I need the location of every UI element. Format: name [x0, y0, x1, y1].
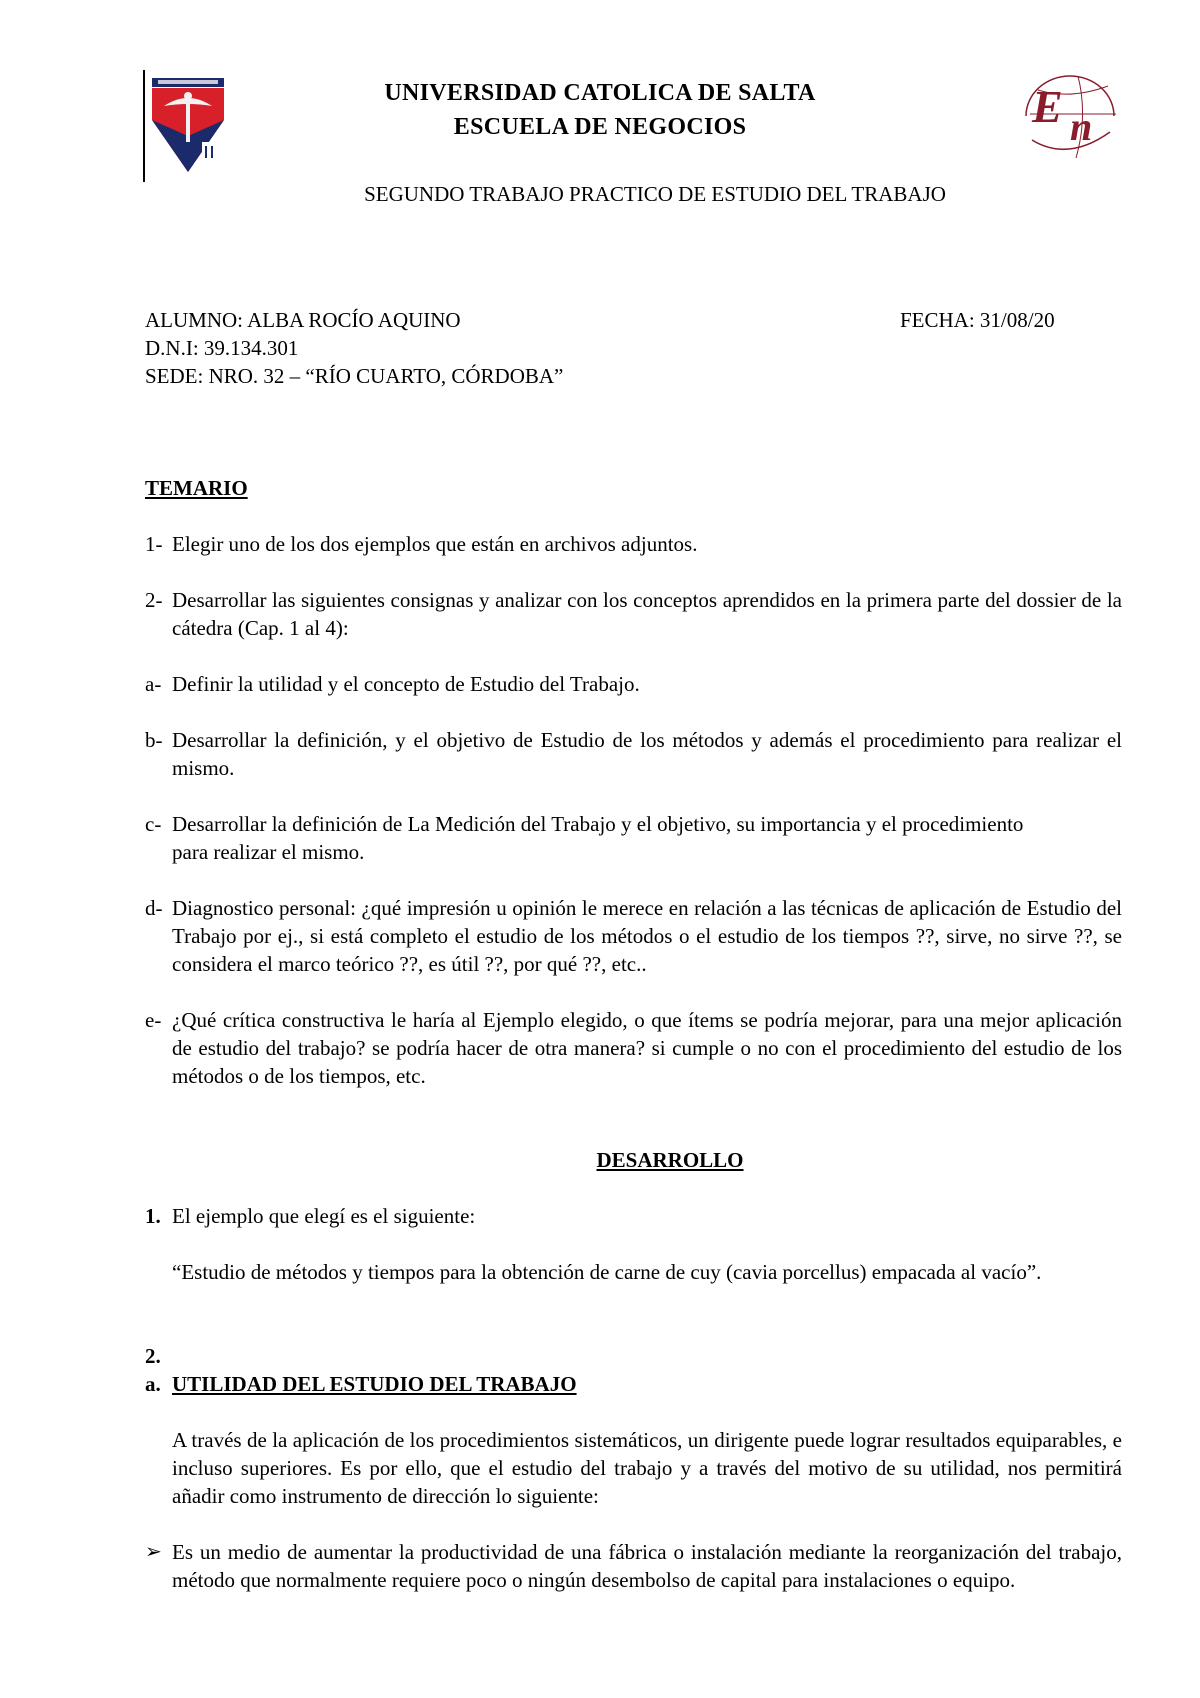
- temario-item-label: 1-: [145, 532, 163, 556]
- desarrollo-item-label: 2.: [145, 1344, 161, 1368]
- temario-item-text: Desarrollar la definición, y el objetivo de Estudio de los métodos y además el procedimiento para realizar el mismo.: [172, 728, 1122, 780]
- temario-heading: TEMARIO: [145, 476, 248, 500]
- desarrollo-item-text: El ejemplo que elegí es el siguiente:: [172, 1204, 476, 1228]
- university-title: UNIVERSIDAD CATOLICA DE SALTA: [384, 80, 816, 106]
- temario-item-text: Diagnostico personal: ¿qué impresión u opinión le merece en relación a las técnicas de aplicación de Estudio del Trabajo por ej., si está completo el estudio de los métodos o el estudio de los tiempos ??, sirve, no sirve ??, se considera el marco teórico ??, es útil ??, por qué ??, etc..: [172, 896, 1122, 976]
- desarrollo-subitem-label: a.: [145, 1372, 161, 1396]
- utilidad-bullet-text: Es un medio de aumentar la productividad de una fábrica o instalación mediante la reorganización del trabajo, método que normalmente requiere poco o ningún desembolso de capital para instalaciones o equipo.: [172, 1540, 1122, 1592]
- student-sede: SEDE: NRO. 32 – “RÍO CUARTO, CÓRDOBA”: [145, 364, 564, 388]
- student-dni: D.N.I: 39.134.301: [145, 336, 299, 360]
- temario-item-text: Definir la utilidad y el concepto de Estudio del Trabajo.: [172, 672, 640, 696]
- temario-item-label: c-: [145, 812, 162, 836]
- desarrollo-item-label: 1.: [145, 1204, 161, 1228]
- chosen-example-quote: “Estudio de métodos y tiempos para la obtención de carne de cuy (cavia porcellus) empacada al vacío”.: [172, 1260, 1042, 1284]
- school-title: ESCUELA DE NEGOCIOS: [453, 114, 747, 140]
- temario-item-text: Desarrollar las siguientes consignas y analizar con los conceptos aprendidos en la primera parte del dossier de la cátedra (Cap. 1 al 4):: [172, 588, 1122, 640]
- temario-item-label: e-: [145, 1008, 162, 1032]
- svg-text:E: E: [1032, 81, 1063, 132]
- arrow-bullet-icon: ➢: [145, 1541, 162, 1563]
- temario-item-label: d-: [145, 896, 163, 920]
- temario-item-text: ¿Qué crítica constructiva le haría al Ejemplo elegido, o que ítems se podría mejorar, para una mejor aplicación de estudio del trabajo? se podría hacer de otra manera? si cumple o no con el procedimiento del estudio de los métodos o de los tiempos, etc.: [172, 1008, 1122, 1088]
- temario-item-text: Desarrollar la definición de La Medición del Trabajo y el objetivo, su importancia y el procedimiento para realizar el mismo.: [172, 812, 1024, 864]
- utilidad-heading: UTILIDAD DEL ESTUDIO DEL TRABAJO: [172, 1372, 577, 1396]
- svg-text:n: n: [1070, 104, 1093, 149]
- temario-item-label: a-: [145, 672, 162, 696]
- temario-item-text: Elegir uno de los dos ejemplos que están en archivos adjuntos.: [172, 532, 698, 556]
- student-name: ALUMNO: ALBA ROCÍO AQUINO: [145, 308, 461, 332]
- assignment-subtitle: SEGUNDO TRABAJO PRACTICO DE ESTUDIO DEL TRABAJO: [364, 182, 946, 206]
- utilidad-paragraph: A través de la aplicación de los procedimientos sistemáticos, un dirigente puede lograr resultados equiparables, e incluso superiores. Es por ello, que el estudio del trabajo y a través del motivo de su utilidad, nos permitirá añadir como instrumento de dirección lo siguiente:: [172, 1428, 1122, 1508]
- assignment-date: FECHA: 31/08/20: [900, 308, 1055, 332]
- temario-item-label: 2-: [145, 588, 163, 612]
- temario-item-label: b-: [145, 728, 163, 752]
- desarrollo-heading: DESARROLLO: [596, 1148, 744, 1172]
